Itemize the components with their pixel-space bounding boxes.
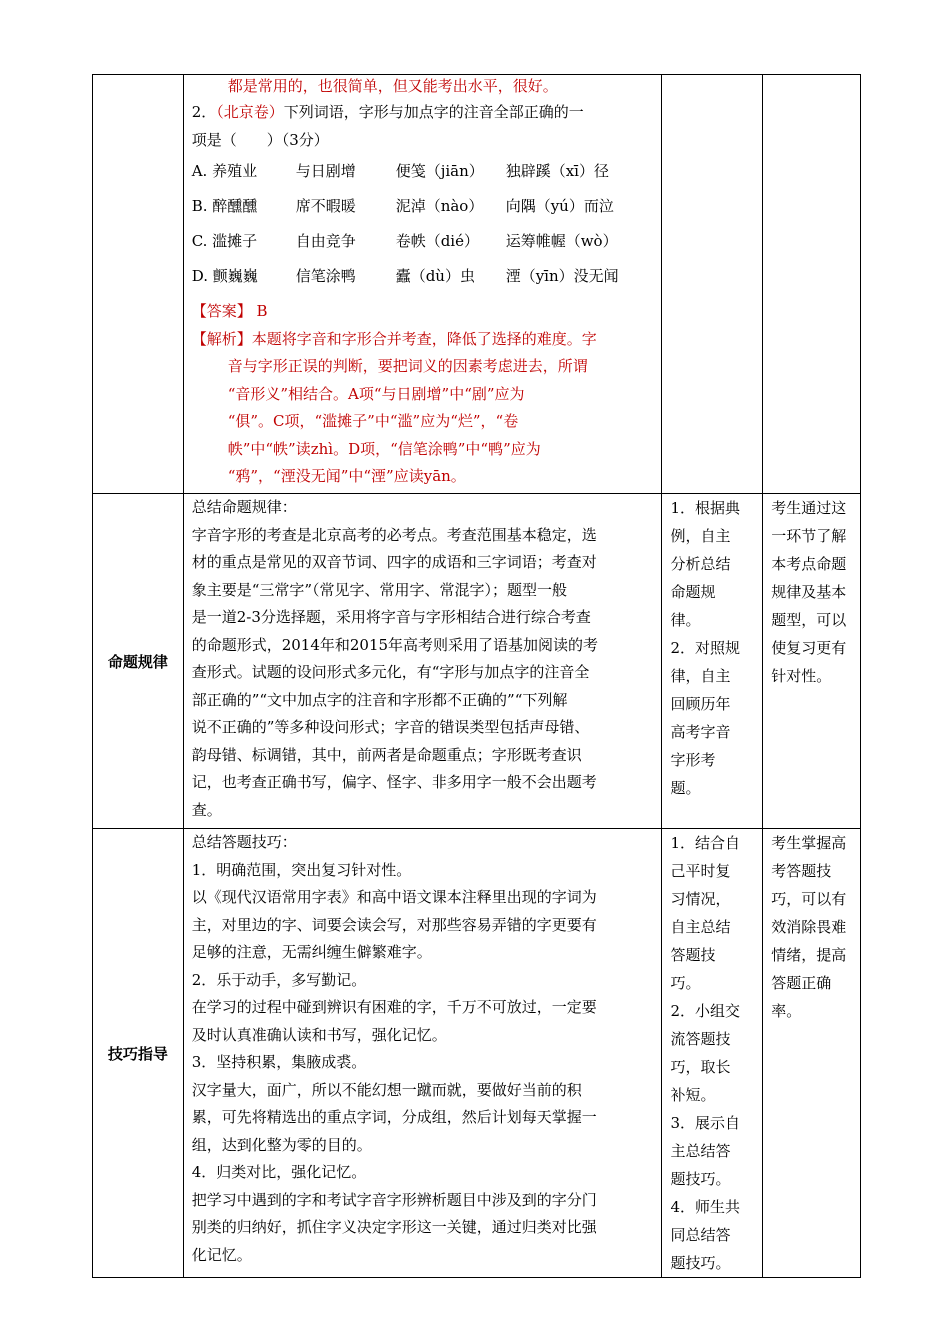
content-line: 4．归类对比，强化记忆。	[191, 1163, 367, 1181]
technique-guide-purpose	[763, 829, 861, 1278]
answer-value: B	[256, 302, 268, 320]
activity-line: 巧，取长	[670, 1058, 731, 1076]
activity-line: 回顾历年	[670, 695, 731, 713]
purpose-line: 效消除畏难	[771, 918, 847, 936]
purpose-line: 考答题技	[771, 862, 832, 880]
content-line: 查。	[191, 800, 222, 819]
content-line: 别类的归纳好，抓住字义决定字形这一关键，通过归类对比强	[191, 1218, 597, 1236]
purpose-line: 一环节了解	[771, 527, 847, 545]
content-line: 象主要是“三常字”（常见字、常用字、常混字）；题型一般	[191, 580, 568, 599]
option-c-word-1: C. 滥摊子	[191, 231, 258, 250]
activity-line: 2．小组交	[670, 1002, 740, 1020]
table-row-technique-guide	[93, 829, 861, 1278]
activity-line: 答题技	[670, 946, 716, 964]
option-b	[192, 189, 654, 224]
content-line: 2．乐于动手，多写勤记。	[191, 970, 367, 989]
activity-line: 2．对照规	[670, 639, 740, 657]
answer-line	[192, 298, 654, 326]
activity-line: 例，自主	[670, 527, 731, 545]
content-line: 总结答题技巧：	[191, 833, 297, 851]
content-line: 韵母错、标调错，其中，前两者是命题重点；字形既考查识	[191, 745, 582, 764]
purpose-line: 考生通过这	[771, 499, 847, 517]
activity-line: 主总结答	[670, 1142, 731, 1160]
purpose-line: 答题正确	[771, 974, 832, 992]
purpose-line: 情绪，提高	[771, 946, 847, 964]
analysis-text: 本题将字音和字形合并考查，降低了选择的难度。字	[251, 329, 597, 348]
activity-line: 题技巧。	[670, 1254, 731, 1272]
content-line: 汉字量大，面广，所以不能幻想一蹴而就，要做好当前的积	[191, 1080, 582, 1099]
content-line: 是一道2-3分选择题，采用将字音与字形相结合进行综合考查	[191, 608, 591, 626]
content-line: 组，达到化整为零的目的。	[191, 1135, 372, 1154]
activity-line: 自主总结	[670, 918, 731, 936]
activity-line: 习情况，	[670, 890, 731, 908]
content-line: 查形式。试题的设问形式多元化，有“字形与加点字的注音全	[191, 663, 590, 681]
activity-line: 题。	[670, 779, 701, 797]
content-line: 化记忆。	[191, 1245, 252, 1264]
content-line: 在学习的过程中碰到辨识有困难的字，千万不可放过，一定要	[191, 998, 597, 1016]
activity-line: 4．师生共	[670, 1198, 740, 1216]
option-b-word-3: 泥淖（nào）	[395, 196, 484, 215]
purpose-cell-empty	[763, 75, 861, 494]
content-line: 以《现代汉语常用字表》和高中语文课本注释里出现的字词为	[191, 888, 597, 906]
purpose-line: 本考点命题	[771, 555, 847, 573]
question-text-line-1: 下列词语，字形与加点字的注音全部正确的一	[283, 103, 584, 121]
content-line: 总结命题规律：	[191, 498, 297, 516]
option-b-word-4: 向隅（yú）而泣	[505, 196, 614, 215]
table-row-exam-rules	[93, 494, 861, 829]
content-line: 1．明确范围，突出复习针对性。	[191, 860, 412, 879]
activity-line: 补短。	[670, 1086, 716, 1104]
activity-line: 1．结合自	[670, 834, 740, 852]
content-line: 说不正确的”等多种设问形式；字音的错误类型包括声母错、	[191, 718, 590, 736]
option-c-word-4: 运筹帷幄（wò）	[505, 231, 618, 250]
option-a-word-3: 便笺（jiān）	[395, 161, 484, 180]
exam-rules-activity	[662, 494, 763, 829]
purpose-line: 题型，可以	[771, 611, 847, 629]
content-line: 部正确的”“文中加点字的注音和字形都不正确的”“下列解	[191, 690, 568, 709]
content-line: 字音字形的考查是北京高考的必考点。考查范围基本稳定，选	[191, 525, 597, 544]
option-c-word-3: 卷帙（dié）	[395, 231, 479, 250]
content-line: 材的重点是常见的双音节词、四字的成语和三字词语；考查对	[191, 553, 597, 571]
row-label-technique-guide: 技巧指导	[93, 829, 184, 1278]
purpose-line: 针对性。	[771, 667, 832, 685]
question-number: 2．	[191, 103, 217, 121]
exam-rules-purpose	[763, 494, 861, 829]
option-d-word-4: 湮（yīn）没无闻	[505, 266, 619, 285]
analysis-block	[192, 326, 654, 491]
activity-line: 分析总结	[670, 555, 731, 573]
activity-cell-empty	[662, 75, 763, 494]
question-source: （北京卷）	[216, 103, 284, 121]
activity-line: 同总结答	[670, 1226, 731, 1244]
continuation-text: 都是常用的，也很简单，但又能考出水平，很好。	[227, 77, 558, 95]
analysis-line: “俱”。C项，“滥摊子”中“滥”应为“烂”，“卷	[227, 412, 519, 430]
activity-line: 高考字音	[670, 723, 731, 741]
content-line: 把学习中遇到的字和考试字音字形辨析题目中涉及到的字分门	[191, 1190, 597, 1209]
content-line: 记，也考查正确书写，偏字、怪字、非多用字一般不会出题考	[191, 773, 597, 791]
content-line: 累，可先将精选出的重点字词，分成组，然后计划每天掌握一	[191, 1108, 597, 1126]
table-row-exam-example	[93, 75, 861, 494]
content-line: 足够的注意，无需纠缠生僻繁难字。	[191, 943, 432, 961]
activity-line: 流答题技	[670, 1030, 731, 1048]
technique-guide-activity	[662, 829, 763, 1278]
activity-line: 题技巧。	[670, 1170, 731, 1188]
exam-example-cell	[183, 75, 662, 494]
analysis-line	[192, 326, 654, 354]
analysis-line: “音形义”相结合。A项“与日剧增”中“剧”应为	[227, 384, 525, 403]
option-a	[192, 154, 654, 189]
activity-line: 3．展示自	[670, 1114, 740, 1132]
purpose-line: 考生掌握高	[771, 834, 847, 852]
activity-line: 字形考	[670, 751, 716, 769]
purpose-line: 规律及基本	[771, 583, 847, 601]
question-stem	[192, 99, 654, 127]
content-line: 3．坚持积累，集腋成裘。	[191, 1053, 367, 1071]
technique-guide-content	[183, 829, 662, 1278]
option-a-word-1: A. 养殖业	[191, 161, 258, 180]
content-line: 的命题形式，2014年和2015年高考则采用了语基加阅读的考	[191, 635, 599, 654]
analysis-label: 【解析】	[191, 329, 252, 348]
purpose-line: 率。	[771, 1002, 802, 1020]
row-label-exam-rules: 命题规律	[93, 494, 184, 829]
option-d-word-3: 蠹（dù）虫	[395, 266, 475, 285]
option-d	[192, 259, 654, 294]
option-d-word-2: 信笔涂鸭	[295, 266, 356, 285]
option-c	[192, 224, 654, 259]
analysis-line: 音与字形正误的判断，要把词义的因素考虑进去，所谓	[227, 357, 588, 375]
question-text-line-2: 项是（ ）（3分）	[191, 130, 329, 149]
option-b-word-1: B. 醉醺醺	[191, 196, 258, 215]
exam-rules-content	[183, 494, 662, 829]
lesson-plan-table	[92, 74, 861, 1278]
activity-line: 律。	[670, 611, 701, 629]
analysis-line: 帙”中“帙”读zhì。D项，“信笔涂鸭”中“鸭”应为	[227, 439, 541, 458]
content-line: 及时认真准确认读和书写，强化记忆。	[191, 1025, 447, 1044]
option-b-word-2: 席不暇暖	[295, 196, 356, 215]
activity-line: 命题规	[670, 583, 716, 601]
activity-line: 1．根据典	[670, 499, 740, 517]
label-cell-empty	[93, 75, 184, 494]
option-c-word-2: 自由竞争	[295, 231, 356, 250]
activity-line: 律，自主	[670, 667, 731, 685]
purpose-line: 使复习更有	[771, 639, 847, 657]
option-d-word-1: D. 颤巍巍	[191, 266, 258, 285]
activity-line: 己平时复	[670, 862, 731, 880]
option-a-word-4: 独辟蹊（xī）径	[505, 161, 609, 180]
purpose-line: 巧，可以有	[771, 890, 847, 908]
activity-line: 巧。	[670, 974, 701, 992]
content-line: 主，对里边的字、词要会读会写，对那些容易弄错的字更要有	[191, 915, 597, 934]
option-a-word-2: 与日剧增	[295, 161, 356, 180]
answer-label: 【答案】	[191, 302, 252, 320]
analysis-line: “鸦”，“湮没无闻”中“湮”应读yān。	[227, 467, 466, 485]
